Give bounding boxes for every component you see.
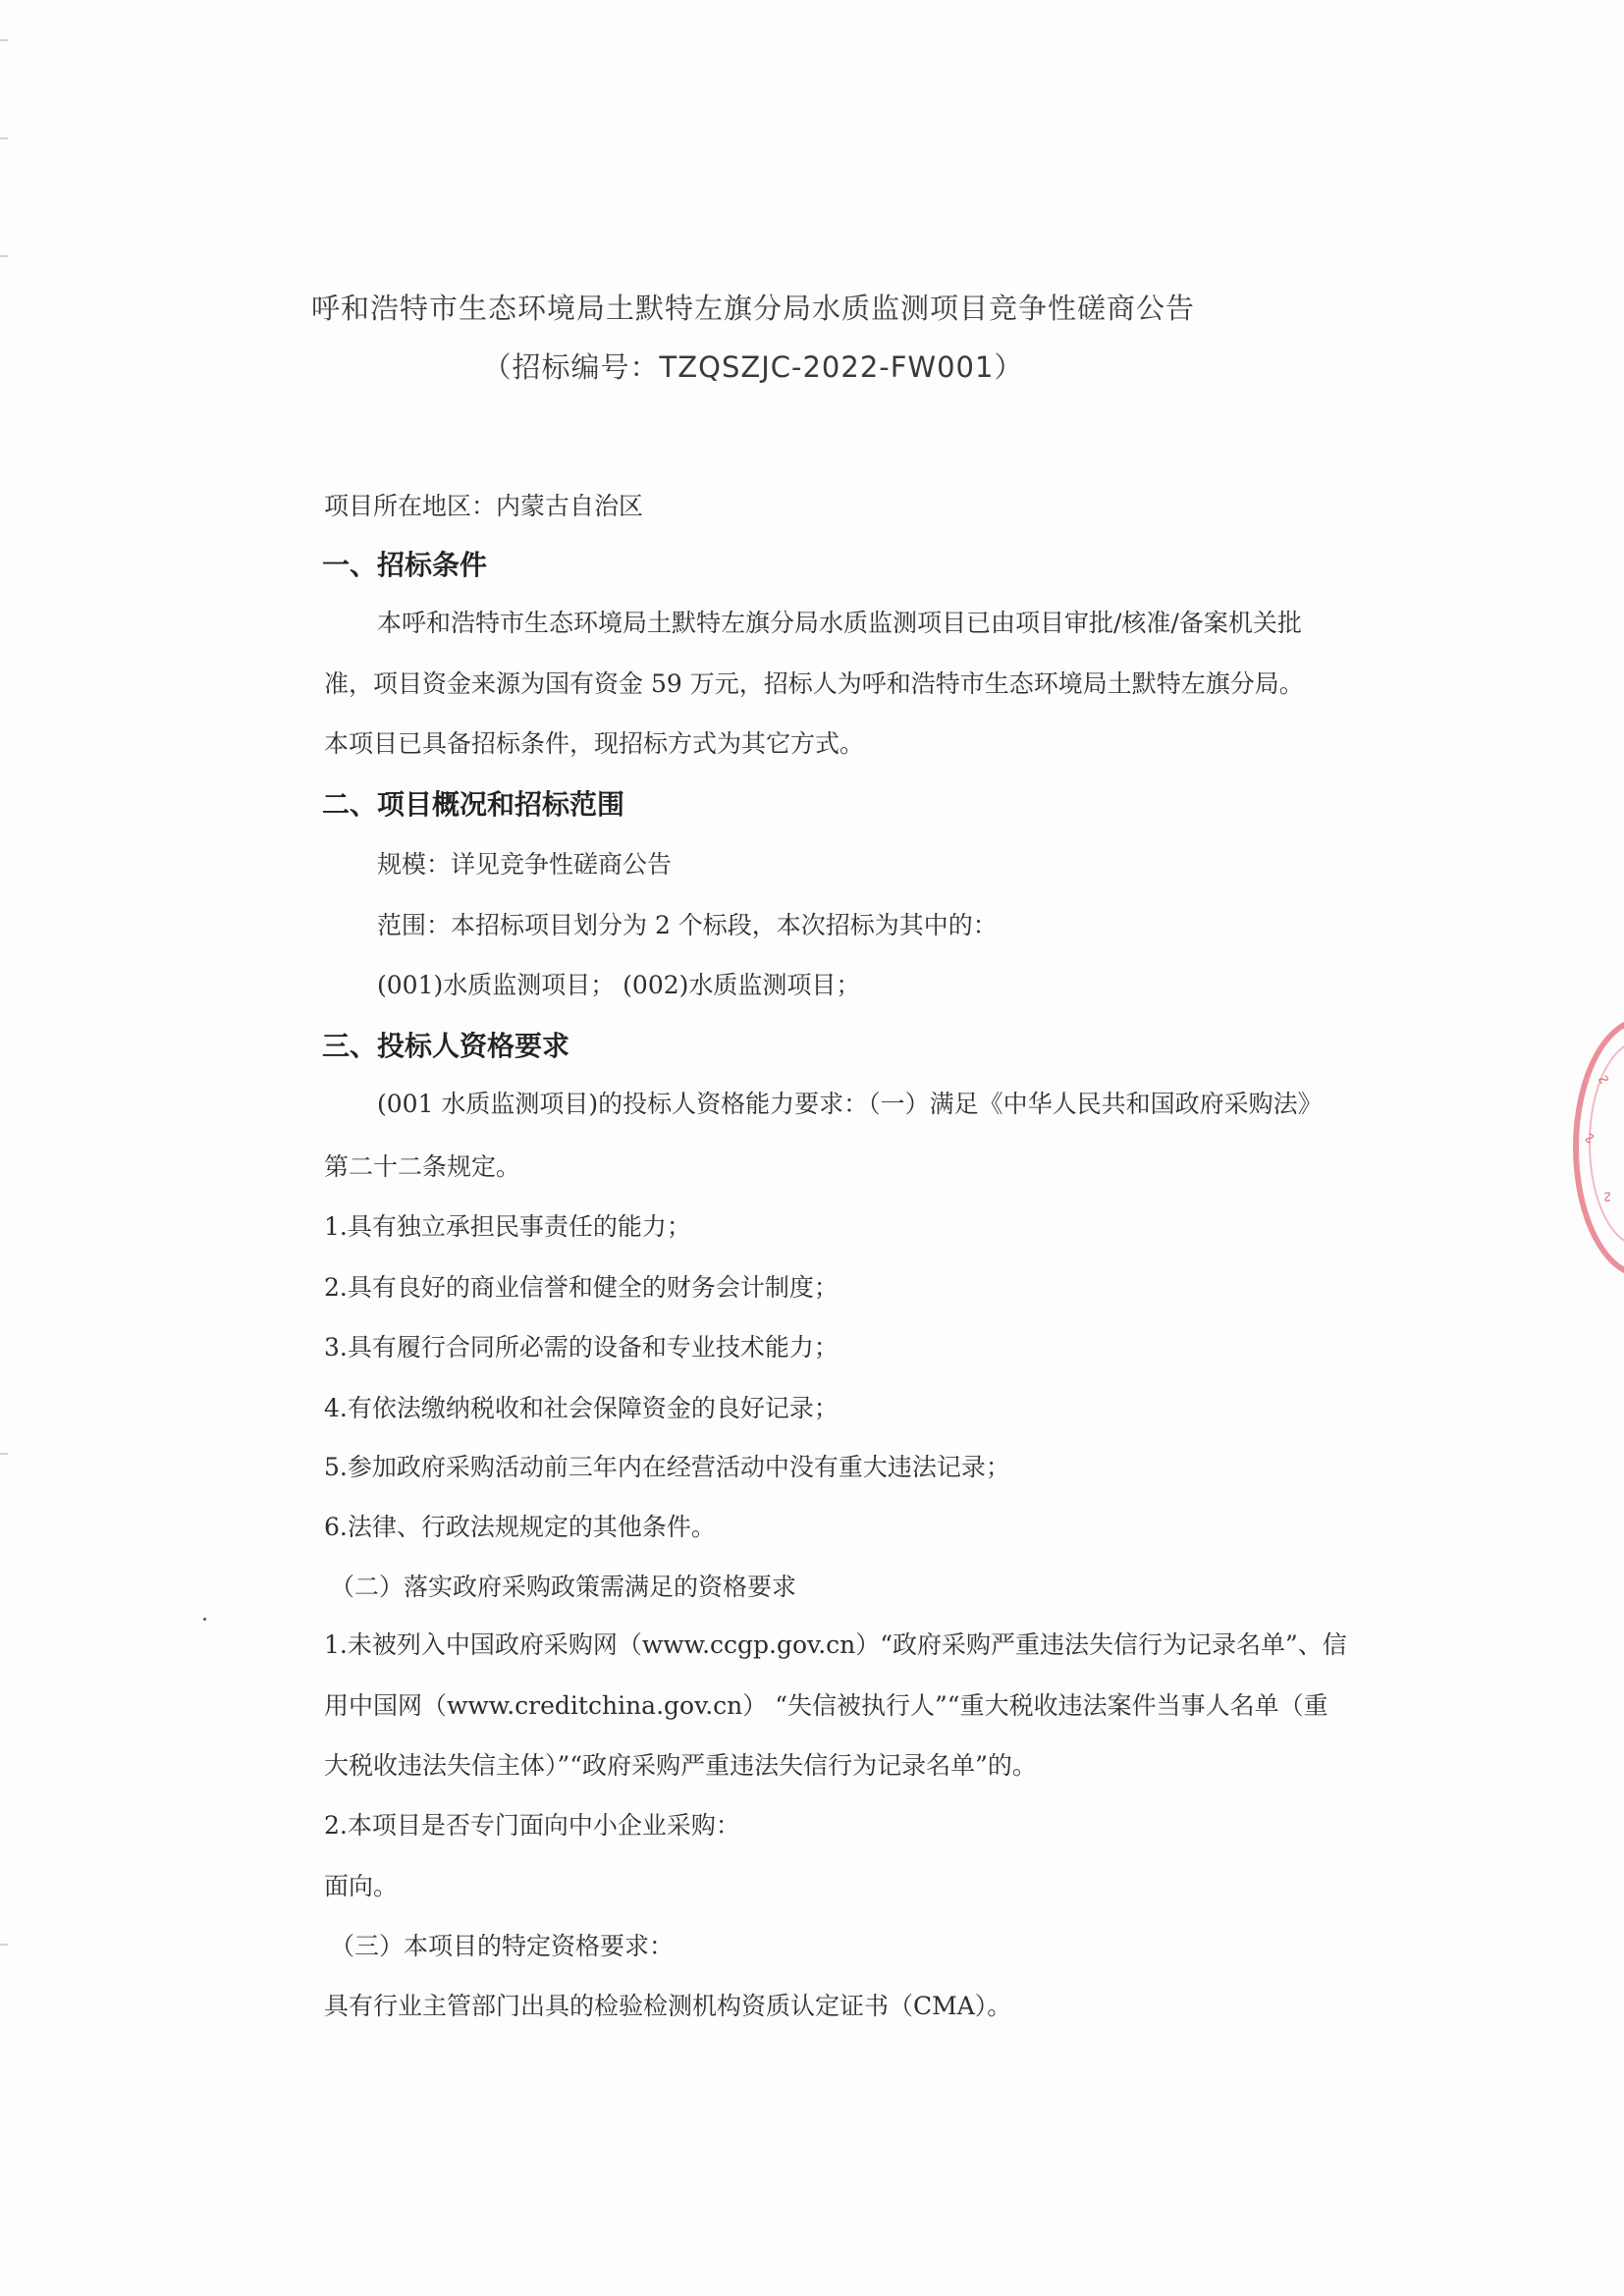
scan-edge-mark bbox=[0, 255, 8, 257]
project-region: 项目所在地区：内蒙古自治区 bbox=[324, 492, 644, 520]
section3-line: 用中国网（www.creditchina.gov.cn） “失信被执行人”“重大税收违法案件当事人名单（重 bbox=[324, 1691, 1328, 1720]
scan-edge-mark bbox=[0, 1944, 8, 1946]
section1-heading: 一、招标条件 bbox=[322, 549, 488, 581]
section3-line: 1.未被列入中国政府采购网（www.ccgp.gov.cn）“政府采购严重违法失信行为记录名单”、信 bbox=[324, 1630, 1347, 1659]
section1-line: 准，项目资金来源为国有资金 59 万元，招标人为呼和浩特市生态环境局土默特左旗分局。 bbox=[324, 669, 1304, 698]
tender-number: （招标编号：TZQSZJC-2022-FW001） bbox=[482, 350, 1024, 384]
section3-line: (001 水质监测项目)的投标人资格能力要求：（一）满足《中华人民共和国政府采购法》 bbox=[377, 1090, 1323, 1118]
section3-line: 第二十二条规定。 bbox=[324, 1152, 521, 1181]
seal-mark: ∿ bbox=[1580, 1131, 1599, 1146]
scan-speck bbox=[203, 1618, 206, 1621]
section3-line: 具有行业主管部门出具的检验检测机构资质认定证书（CMA）。 bbox=[324, 1992, 1012, 2020]
scan-edge-mark bbox=[0, 137, 8, 139]
document-title: 呼和浩特市生态环境局土默特左旗分局水质监测项目竞争性磋商公告 bbox=[310, 292, 1195, 325]
section3-line: 6.法律、行政法规规定的其他条件。 bbox=[324, 1513, 716, 1541]
section2-line: 范围：本招标项目划分为 2 个标段，本次招标为其中的： bbox=[377, 911, 998, 939]
section3-line: 2.具有良好的商业信誉和健全的财务会计制度； bbox=[324, 1273, 839, 1302]
section3-line: 1.具有独立承担民事责任的能力； bbox=[324, 1212, 691, 1241]
section3-line: （二）落实政府采购政策需满足的资格要求 bbox=[330, 1573, 797, 1601]
seal-mark: ∿ bbox=[1596, 1186, 1619, 1208]
section2-heading: 二、项目概况和招标范围 bbox=[322, 788, 625, 821]
section3-line: 4.有依法缴纳税收和社会保障资金的良好记录； bbox=[324, 1394, 839, 1422]
section1-line: 本项目已具备招标条件，现招标方式为其它方式。 bbox=[324, 729, 865, 758]
section3-line: 面向。 bbox=[324, 1872, 399, 1900]
section2-line: 规模：详见竞争性磋商公告 bbox=[377, 850, 673, 879]
scan-edge-mark bbox=[0, 1453, 8, 1455]
scan-edge-mark bbox=[0, 39, 8, 41]
section3-line: 大税收违法失信主体）”“政府采购严重违法失信行为记录名单”的。 bbox=[324, 1751, 1037, 1780]
section3-line: 5.参加政府采购活动前三年内在经营活动中没有重大违法记录； bbox=[324, 1453, 1010, 1481]
section3-line: （三）本项目的特定资格要求： bbox=[330, 1932, 675, 1960]
seal-mark: ∿ bbox=[1592, 1068, 1615, 1091]
section3-line: 3.具有履行合同所必需的设备和专业技术能力； bbox=[324, 1333, 839, 1362]
section3-heading: 三、投标人资格要求 bbox=[322, 1030, 570, 1062]
section1-line: 本呼和浩特市生态环境局土默特左旗分局水质监测项目已由项目审批/核准/备案机关批 bbox=[377, 609, 1302, 637]
section3-line: 2.本项目是否专门面向中小企业采购： bbox=[324, 1811, 740, 1840]
section2-line: (001)水质监测项目； (002)水质监测项目； bbox=[377, 971, 861, 999]
